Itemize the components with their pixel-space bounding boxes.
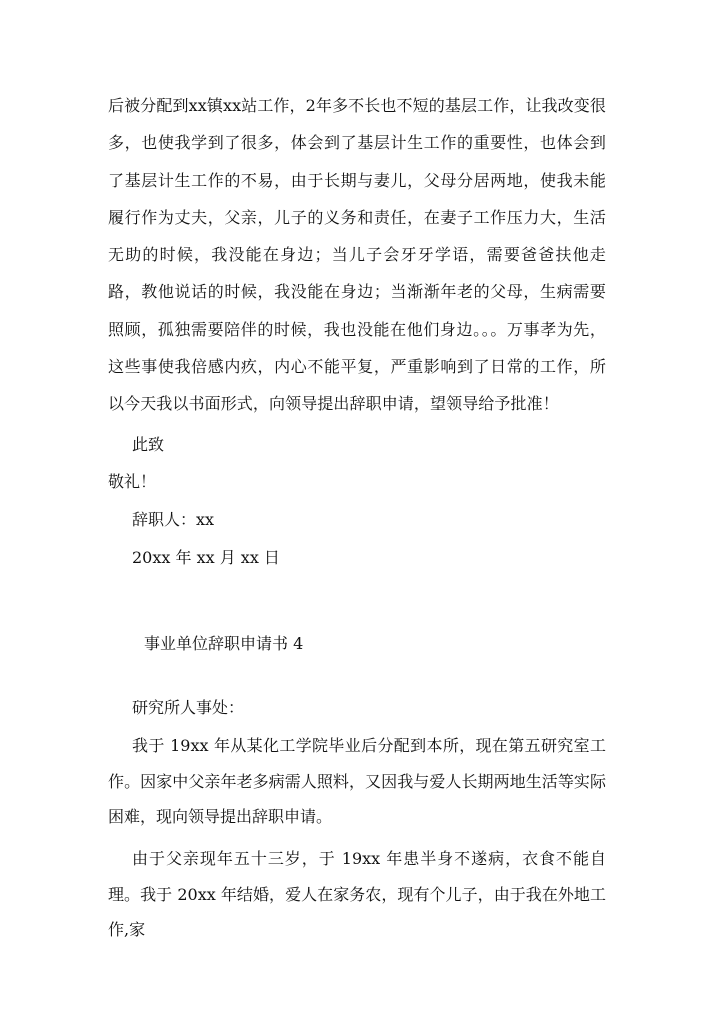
addressee-line: 研究所人事处： <box>132 698 245 717</box>
section-title: 事业单位辞职申请书 4 <box>144 634 304 653</box>
signer-line: 辞职人：xx <box>132 510 215 529</box>
closing-salutation-2: 敬礼！ <box>108 472 157 491</box>
resignation-paragraph-1: 后被分配到xx镇xx站工作，2年多不长也不短的基层工作，让我改变很多，也使我学到了很多，体会到了基层计生工作的重要性，也体会到了基层计生工作的不易，由于长期与妻儿，父母分居两地，使我未能履行作为丈夫，父亲，儿子的义务和责任，在妻子工作压力大，生活无助的时候，我没能在身边；当儿子会牙牙学语，需要爸爸扶他走路，教他说话的时候，我没能在身边；当渐渐年老的父母，生病需要照顾，孤独需要陪伴的时候，我也没能在他们身边。。。万事孝为先，这些事使我倍感内疚，内心不能平复，严重影响到了日常的工作，所以今天我以书面形式，向领导提出辞职申请，望领导给予批准！ <box>108 96 606 414</box>
resignation-paragraph-3: 由于父亲现年五十三岁，于 19xx 年患半身不遂病，衣食不能自理。我于 20xx 年结婚，爱人在家务农，现有个儿子，由于我在外地工作,家 <box>108 849 606 939</box>
closing-salutation-1: 此致 <box>132 435 165 454</box>
resignation-paragraph-2: 我于 19xx 年从某化工学院毕业后分配到本所，现在第五研究室工作。因家中父亲年老多病需人照料，又因我与爱人长期两地生活等实际困难，现向领导提出辞职申请。 <box>108 736 606 826</box>
date-line: 20xx 年 xx 月 xx 日 <box>132 548 280 567</box>
